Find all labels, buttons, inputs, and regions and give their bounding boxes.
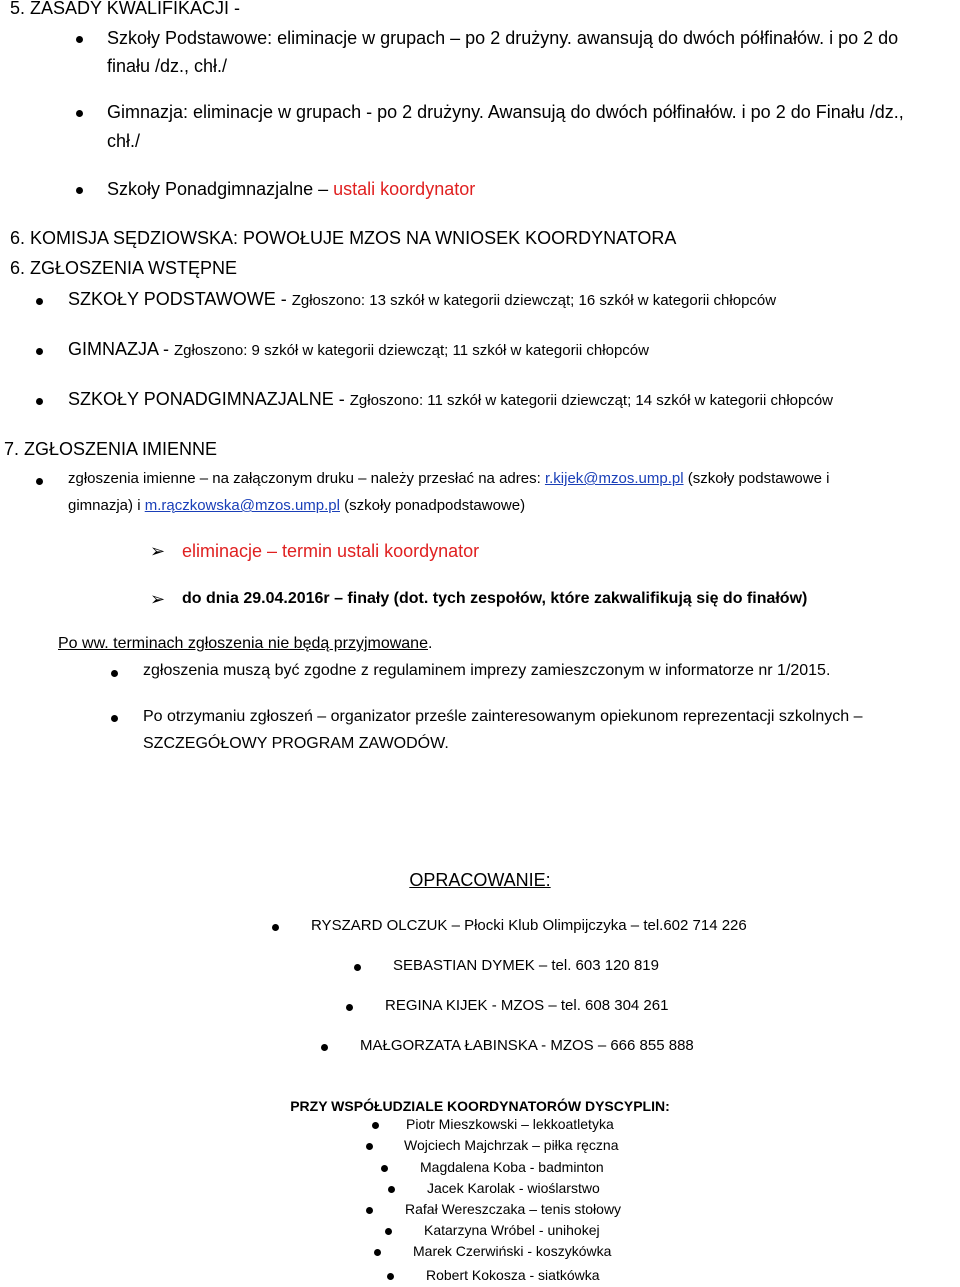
named-entries-text2: gimnazja) i (68, 497, 145, 514)
coordinator-item: Magdalena Koba - badminton (420, 1159, 604, 1175)
email-link-kijek[interactable]: r.kijek@mzos.ump.pl (544, 470, 684, 487)
bullet-icon (36, 348, 43, 355)
bullet-icon (374, 1249, 381, 1256)
bullet-icon (272, 924, 279, 931)
bullet-icon (366, 1143, 373, 1150)
qual-ponad-red: ustali koordynator (333, 179, 476, 199)
coordinator-item: Wojciech Majchrzak – piłka ręczna (404, 1137, 619, 1153)
bullet-icon (76, 187, 83, 194)
qual-ponadgimnazjalne (107, 179, 475, 200)
coordinator-item: Piotr Mieszkowski – lekkoatletyka (406, 1116, 614, 1132)
coordinators-heading: PRZY WSPÓŁUDZIALE KOORDYNATORÓW DYSCYPLIN: (290, 1098, 670, 1114)
bullet-icon (354, 964, 361, 971)
late-entries-text: Po ww. terminach zgłoszenia nie będą przyjmowane (58, 635, 428, 652)
entries-lead: Zgłoszono: (291, 292, 370, 309)
entries-detail: 13 szkół w kategorii dziewcząt; 16 szkół w kategorii chłopców (369, 292, 777, 309)
coordinator-item: Jacek Karolak - wioślarstwo (427, 1180, 600, 1196)
arrow-bullet-icon: ➢ (150, 541, 166, 561)
entries-title: SZKOŁY PODSTAWOWE - (68, 289, 292, 309)
email-link-raczkowska[interactable]: m.rączkowska@mzos.ump.pl (144, 497, 340, 514)
coordinator-item: Robert Kokosza - siatkówka (426, 1267, 600, 1283)
rule-bullet-regulamin: zgłoszenia muszą być zgodne z regulaminem imprezy zamieszczonym w informatorze nr 1/2015. (143, 662, 831, 679)
bullet-icon (381, 1165, 388, 1172)
section-7-heading: 7. ZGŁOSZENIA IMIENNE (4, 439, 218, 459)
entries-detail: w kategorii dziewcząt; 11 szkół w kategorii chłopców (302, 342, 649, 359)
bullet-icon (111, 715, 118, 722)
rule-bullet-program-line1: Po otrzymaniu zgłoszeń – organizator prześle zainteresowanym opiekunom reprezentacji szkolnych – (143, 708, 863, 725)
late-entries-note (58, 635, 432, 653)
entries-title: GIMNAZJA - (68, 339, 175, 359)
bullet-icon (321, 1044, 328, 1051)
bullet-icon (76, 36, 83, 43)
qual-gimnazja-line1: Gimnazja: eliminacje w grupach - po 2 drużyny. Awansują do dwóch półfinałów. i po 2 do Finału /dz., (107, 102, 904, 122)
coordinator-item: Katarzyna Wróbel - unihokej (424, 1222, 600, 1238)
named-entries-line2 (68, 497, 525, 514)
named-entries-text: zgłoszenia imienne – na załączonym druku – należy przesłać na adres: (68, 470, 545, 487)
bullet-icon (372, 1122, 379, 1129)
author-olczuk: RYSZARD OLCZUK – Płocki Klub Olimpijczyka – tel.602 714 226 (311, 917, 747, 934)
entries-row-gimnazja (68, 339, 649, 360)
entries-row-ponadgimnazjalne (68, 389, 833, 410)
named-entries-after2: (szkoły ponadpodstawowe) (339, 497, 526, 514)
section-5-heading: 5. ZASADY KWALIFIKACJI - (10, 0, 241, 18)
bullet-icon (388, 1186, 395, 1193)
entries-lead: Zgłoszono: 9 szkół (174, 342, 303, 359)
bullet-icon (346, 1004, 353, 1011)
bullet-icon (366, 1207, 373, 1214)
opracowanie-heading: OPRACOWANIE: (409, 870, 551, 890)
section-6-komisja-heading: 6. KOMISJA SĘDZIOWSKA: POWOŁUJE MZOS NA WNIOSEK KOORDYNATORA (10, 228, 677, 248)
author-dymek: SEBASTIAN DYMEK – tel. 603 120 819 (393, 957, 659, 974)
entries-title: SZKOŁY PONADGIMNAZJALNE - (68, 389, 350, 409)
arrow-bullet-icon: ➢ (150, 589, 166, 609)
late-entries-dot: . (427, 635, 433, 652)
bullet-icon (387, 1273, 394, 1280)
entries-detail: w kategorii dziewcząt; 14 szkół w kategorii chłopców (485, 392, 834, 409)
author-labinska: MAŁGORZATA ŁABINSKA - MZOS – 666 855 888 (360, 1037, 694, 1054)
qual-ponad-text: Szkoły Ponadgimnazjalne – (107, 179, 334, 199)
deadline-finals: do dnia 29.04.2016r – finały (dot. tych zespołów, które zakwalifikują się do finałów) (182, 590, 808, 607)
named-entries-after: (szkoły podstawowe i (683, 470, 830, 487)
qual-primary-line2: finału /dz., chł./ (107, 56, 228, 76)
named-entries-line1 (68, 470, 829, 487)
author-kijek: REGINA KIJEK - MZOS – tel. 608 304 261 (385, 997, 669, 1014)
rule-bullet-program-line2: SZCZEGÓŁOWY PROGRAM ZAWODÓW. (143, 735, 449, 752)
section-6-zgloszenia-heading: 6. ZGŁOSZENIA WSTĘPNE (10, 258, 238, 278)
qual-primary-line1: Szkoły Podstawowe: eliminacje w grupach – po 2 drużyny. awansują do dwóch półfinałów. i po 2 do (107, 28, 899, 48)
qual-gimnazja-line2: chł./ (107, 131, 141, 151)
bullet-icon (36, 298, 43, 305)
bullet-icon (36, 478, 43, 485)
coordinator-item: Marek Czerwiński - koszykówka (413, 1243, 612, 1259)
coordinator-item: Rafał Wereszczaka – tenis stołowy (405, 1201, 622, 1217)
entries-row-podstawowe (68, 289, 776, 310)
bullet-icon (76, 110, 83, 117)
bullet-icon (385, 1228, 392, 1235)
entries-lead: Zgłoszono: 11 szkół (349, 392, 486, 409)
deadline-eliminations: eliminacje – termin ustali koordynator (182, 541, 480, 561)
bullet-icon (111, 670, 118, 677)
bullet-icon (36, 398, 43, 405)
